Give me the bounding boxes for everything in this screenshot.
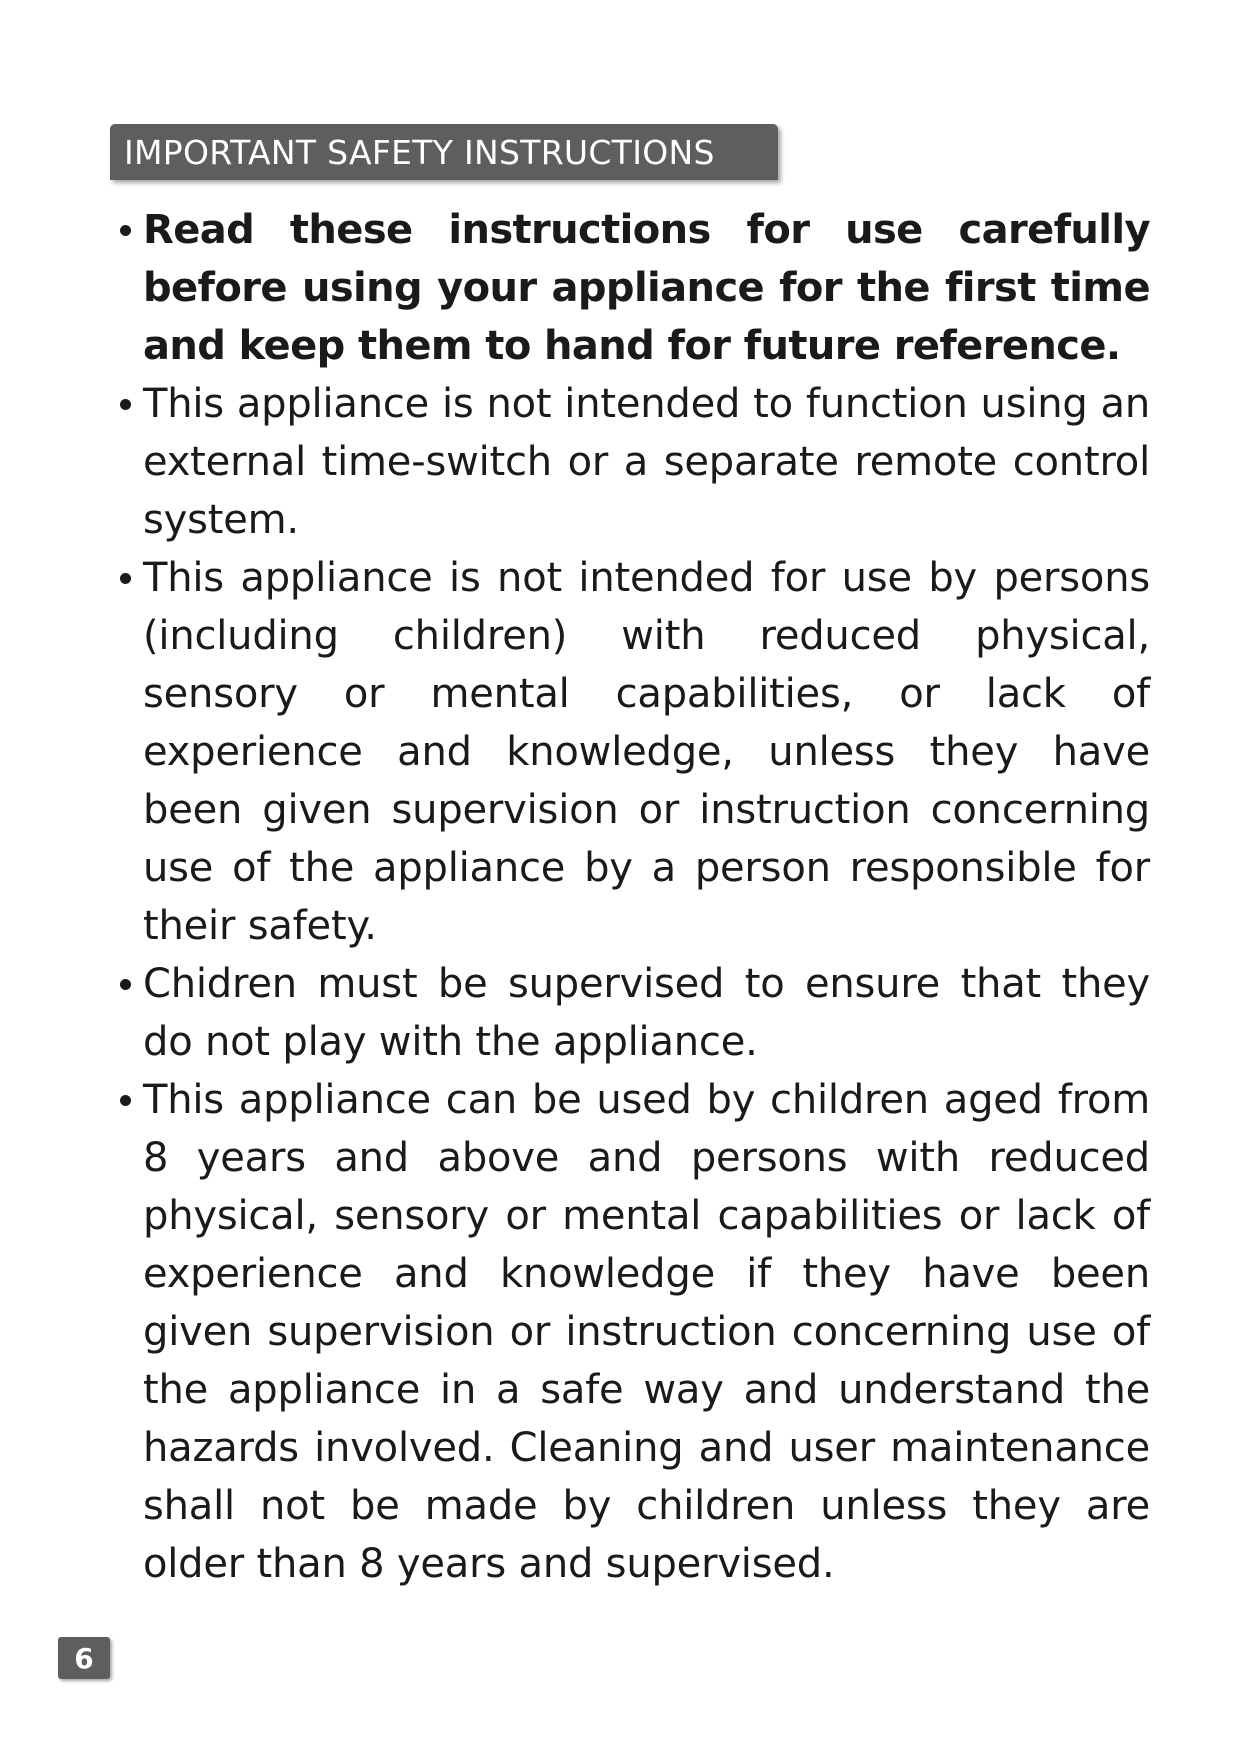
instruction-text: This appliance is not intended to function using an external time-switch or a separate remote control system. [143, 381, 1150, 543]
instruction-text: This appliance is not intended for use by persons (including children) with reduced physical, sensory or mental capabilities, or lack of experience and knowledge, unless they have been given supervision or instruction concerning use of the appliance by a person responsible for their safety. [143, 555, 1150, 949]
instruction-text: This appliance can be used by children aged from 8 years and above and persons with reduced physical, sensory or mental capabilities or lack of experience and knowledge if they have been given supervision or instruction concerning use of the appliance in a safe way and understand the hazards involved. Cleaning and user maintenance shall not be made by children unless they are older than 8 years and supervised. [143, 1077, 1150, 1587]
instruction-item-read-carefully [112, 201, 1150, 375]
page-number: 6 [74, 1641, 94, 1675]
section-title: IMPORTANT SAFETY INSTRUCTIONS [124, 132, 715, 172]
instruction-item-children-supervised [112, 955, 1150, 1071]
instruction-text: Read these instructions for use carefully before using your appliance for the first time and keep them to hand for future reference. [143, 207, 1150, 369]
section-header [110, 124, 778, 180]
safety-instructions-list [112, 201, 1150, 1593]
bullet-icon [120, 399, 131, 410]
bullet-icon [120, 979, 131, 990]
instruction-text: Chidren must be supervised to ensure that they do not play with the appliance. [143, 961, 1150, 1065]
bullet-icon [120, 1095, 131, 1106]
bullet-icon [120, 225, 131, 236]
page-number-badge [58, 1637, 110, 1679]
instruction-item-time-switch [112, 375, 1150, 549]
bullet-icon [120, 573, 131, 584]
instruction-item-children-aged-8 [112, 1071, 1150, 1593]
instruction-item-reduced-capabilities [112, 549, 1150, 955]
